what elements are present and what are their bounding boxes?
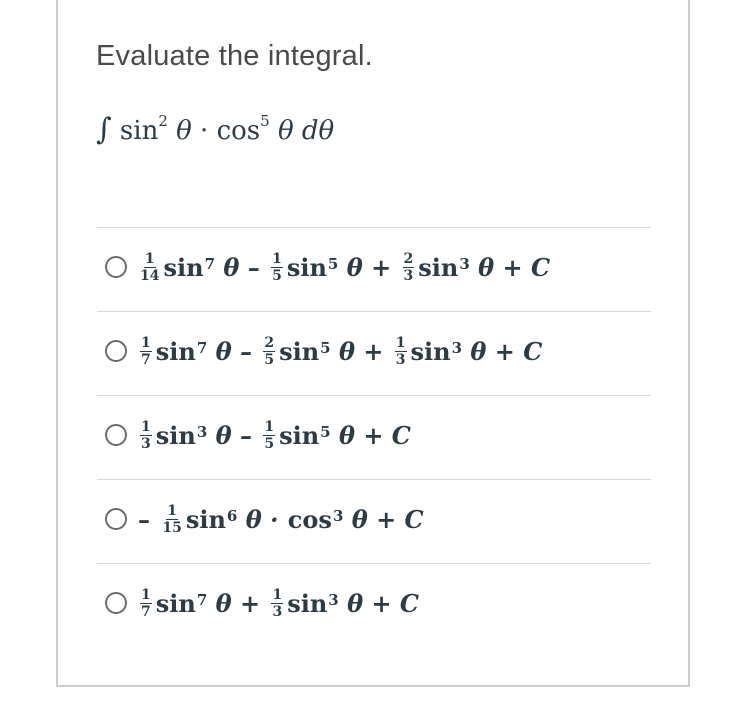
fraction (162, 504, 181, 535)
fraction (271, 252, 283, 283)
variable-term: θ + (207, 588, 269, 618)
fraction-denominator: 3 (403, 267, 414, 284)
fraction-denominator: 3 (395, 351, 406, 368)
divider (97, 311, 651, 312)
fraction-numerator: 2 (264, 334, 275, 351)
function-name: sin (287, 588, 328, 618)
fraction (140, 420, 152, 451)
function-name: sin (185, 504, 226, 534)
divider (97, 395, 651, 396)
exponent: 5 (320, 339, 331, 357)
exponent: 6 (226, 507, 238, 525)
fraction-denominator: 3 (141, 435, 151, 452)
fraction-numerator: 1 (141, 334, 151, 351)
fraction-denominator: 5 (264, 351, 275, 368)
fraction-numerator: 1 (144, 250, 155, 267)
exponent: 3 (459, 255, 470, 273)
exponent: 3 (196, 423, 208, 441)
answer-option-c[interactable] (105, 413, 411, 457)
function-name: sin (410, 336, 451, 366)
option-expression (137, 504, 424, 535)
fraction-denominator: 14 (140, 267, 160, 284)
fraction-denominator: 5 (272, 267, 282, 284)
variable-term: θ + C (330, 420, 411, 450)
fraction-denominator: 3 (272, 603, 283, 620)
exponent: 7 (196, 339, 208, 357)
exponent: 3 (332, 507, 344, 525)
variable-term: θ + (338, 252, 400, 282)
integral-sin: sin (119, 116, 159, 146)
fraction-denominator: 5 (264, 435, 275, 452)
answer-option-b[interactable] (105, 329, 542, 373)
variable-term: θ + C (469, 252, 551, 282)
integral-theta-1: θ (176, 116, 192, 146)
variable-term: θ + C (462, 336, 543, 366)
integral-cos: cos (216, 116, 261, 146)
option-expression (137, 588, 419, 619)
integral-cos-power: 5 (260, 112, 270, 131)
fraction (271, 588, 283, 619)
divider (97, 563, 651, 564)
answer-option-d[interactable] (105, 497, 424, 541)
fraction-numerator: 1 (167, 502, 177, 519)
variable-term: θ – (207, 336, 261, 366)
function-name: sin (418, 252, 459, 282)
exponent: 5 (327, 255, 339, 273)
fraction-numerator: 1 (141, 586, 151, 603)
fraction-denominator: 7 (141, 603, 151, 620)
integral-theta-2: θ (277, 116, 294, 146)
fraction (263, 420, 275, 451)
radio-button-icon[interactable] (105, 508, 127, 530)
variable-term: θ – (207, 420, 261, 450)
variable-term: θ – (215, 252, 269, 282)
fraction-numerator: 1 (264, 418, 275, 435)
integral-dot: · (200, 116, 209, 146)
fraction (140, 336, 152, 367)
fraction-denominator: 15 (162, 519, 182, 536)
integral-dtheta: dθ (301, 116, 335, 146)
radio-button-icon[interactable] (105, 592, 127, 614)
integral-sin-power: 2 (158, 112, 168, 131)
fraction-numerator: 1 (141, 418, 151, 435)
function-name: sin (163, 252, 204, 282)
function-name: sin (155, 420, 196, 450)
fraction (140, 252, 159, 283)
fraction-numerator: 1 (272, 586, 283, 603)
exponent: 7 (204, 255, 215, 273)
fraction-numerator: 1 (395, 334, 406, 351)
exponent: 7 (196, 591, 208, 609)
answer-option-a[interactable] (105, 245, 550, 289)
fraction (140, 588, 152, 619)
function-name: sin (279, 420, 320, 450)
fraction (395, 336, 407, 367)
fraction-denominator: 7 (141, 351, 151, 368)
function-name: sin (279, 336, 320, 366)
exponent: 3 (451, 339, 463, 357)
divider (97, 479, 651, 480)
option-expression (137, 420, 411, 451)
function-name: sin (155, 336, 196, 366)
fraction-numerator: 1 (272, 250, 282, 267)
fraction (263, 336, 275, 367)
question-prompt: Evaluate the integral. (96, 40, 373, 72)
radio-button-icon[interactable] (105, 340, 127, 362)
integral-sign: ∫ (96, 112, 112, 147)
function-name: – (138, 504, 159, 534)
function-name: sin (286, 252, 327, 282)
fraction-numerator: 2 (403, 250, 414, 267)
answer-option-e[interactable] (105, 581, 419, 625)
exponent: 5 (320, 423, 331, 441)
variable-term: θ + (330, 336, 392, 366)
variable-term: θ · (237, 504, 287, 534)
fraction (403, 252, 415, 283)
option-expression (137, 336, 542, 367)
function-name: sin (155, 588, 196, 618)
radio-button-icon[interactable] (105, 424, 127, 446)
option-expression (137, 252, 550, 283)
radio-button-icon[interactable] (105, 256, 127, 278)
variable-term: θ + C (343, 504, 424, 534)
function-name: cos (287, 504, 332, 534)
exponent: 3 (328, 591, 339, 609)
variable-term: θ + C (338, 588, 420, 618)
integral-expression (96, 112, 334, 147)
divider (97, 227, 651, 228)
